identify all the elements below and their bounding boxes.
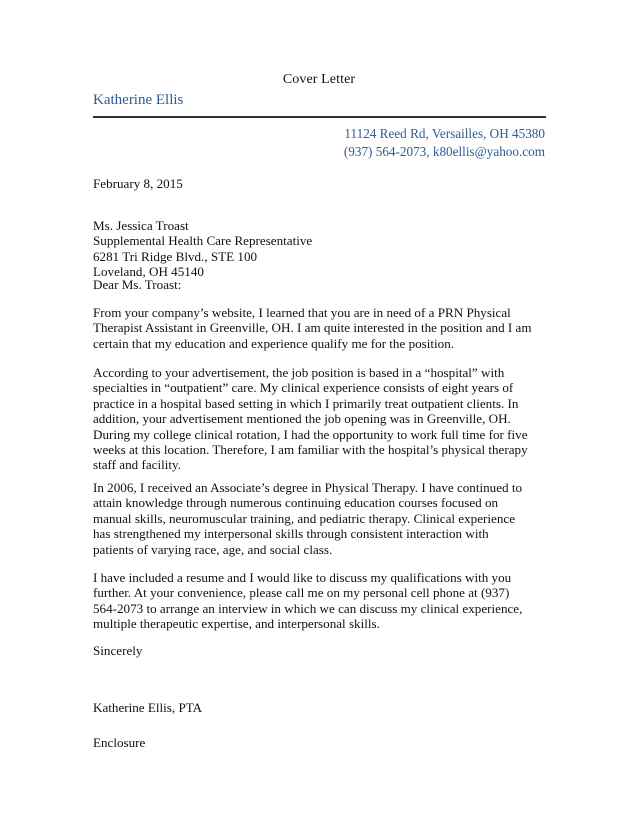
paragraph-line: attain knowledge through numerous continuing education courses focused on <box>93 495 499 511</box>
paragraph-line: patients of varying race, age, and social class. <box>93 541 333 557</box>
paragraph-line: 564-2073 to arrange an interview in which we can discuss my clinical experience, <box>93 600 523 616</box>
paragraph-line: Therapist Assistant in Greenville, OH. I am quite interested in the position and I am <box>93 320 532 336</box>
paragraph-line: From your company’s website, I learned that you are in need of a PRN Physical <box>93 305 511 320</box>
enclosure-note: Enclosure <box>93 735 146 750</box>
paragraph-line: In 2006, I received an Associate’s degree in Physical Therapy. I have continued to <box>93 480 523 495</box>
paragraph-line: staff and facility. <box>93 457 181 473</box>
paragraph-line: multiple therapeutic expertise, and interpersonal skills. <box>93 616 380 632</box>
sender-address: 11124 Reed Rd, Versailles, OH 45380 <box>344 126 545 141</box>
recipient-title: Supplemental Health Care Representative <box>93 233 313 249</box>
recipient-block <box>93 218 548 280</box>
paragraph-4 <box>93 570 548 632</box>
paragraph-line: manual skills, neuromuscular training, and pediatric therapy. Clinical experience <box>93 510 516 526</box>
closing: Sincerely <box>93 643 143 658</box>
recipient-street: 6281 Tri Ridge Blvd., STE 100 <box>93 248 258 264</box>
paragraph-line: weeks at this location. Therefore, I am familiar with the hospital’s physical therapy <box>93 442 528 458</box>
paragraph-line: certain that my education and experience qualify me for the position. <box>93 335 455 351</box>
greeting: Dear Ms. Troast: <box>93 277 182 292</box>
paragraph-line: According to your advertisement, the job position is based in a “hospital” with <box>93 365 505 380</box>
paragraph-line: addition, your advertisement mentioned the job opening was in Greenville, OH. <box>93 411 511 427</box>
paragraph-1 <box>93 305 548 351</box>
paragraph-3 <box>93 480 548 557</box>
header-divider <box>93 116 546 118</box>
recipient-name: Ms. Jessica Troast <box>93 218 189 233</box>
paragraph-line: During my college clinical rotation, I had the opportunity to work full time for five <box>93 426 528 442</box>
paragraph-line: has strengthened my interpersonal skills through consistent interaction with <box>93 526 489 542</box>
paragraph-line: practice in a hospital based setting in which I primarily treat outpatient clients. In <box>93 395 519 411</box>
sender-phone-email: (937) 564-2073, k80ellis@yahoo.com <box>343 144 545 159</box>
letter-date: February 8, 2015 <box>93 176 183 191</box>
sender-name: Katherine Ellis <box>93 92 184 108</box>
paragraph-line: specialties in “outpatient” care. My clinical experience consists of eight years of <box>93 380 514 396</box>
paragraph-2 <box>93 365 548 473</box>
signature-name: Katherine Ellis, PTA <box>93 700 203 715</box>
sender-contact-block <box>344 125 545 161</box>
recipient-city: Loveland, OH 45140 <box>93 264 204 280</box>
paragraph-line: I have included a resume and I would like to discuss my qualifications with you <box>93 570 512 585</box>
page-title: Cover Letter <box>282 72 356 87</box>
paragraph-line: further. At your convenience, please call me on my personal cell phone at (937) <box>93 585 510 601</box>
